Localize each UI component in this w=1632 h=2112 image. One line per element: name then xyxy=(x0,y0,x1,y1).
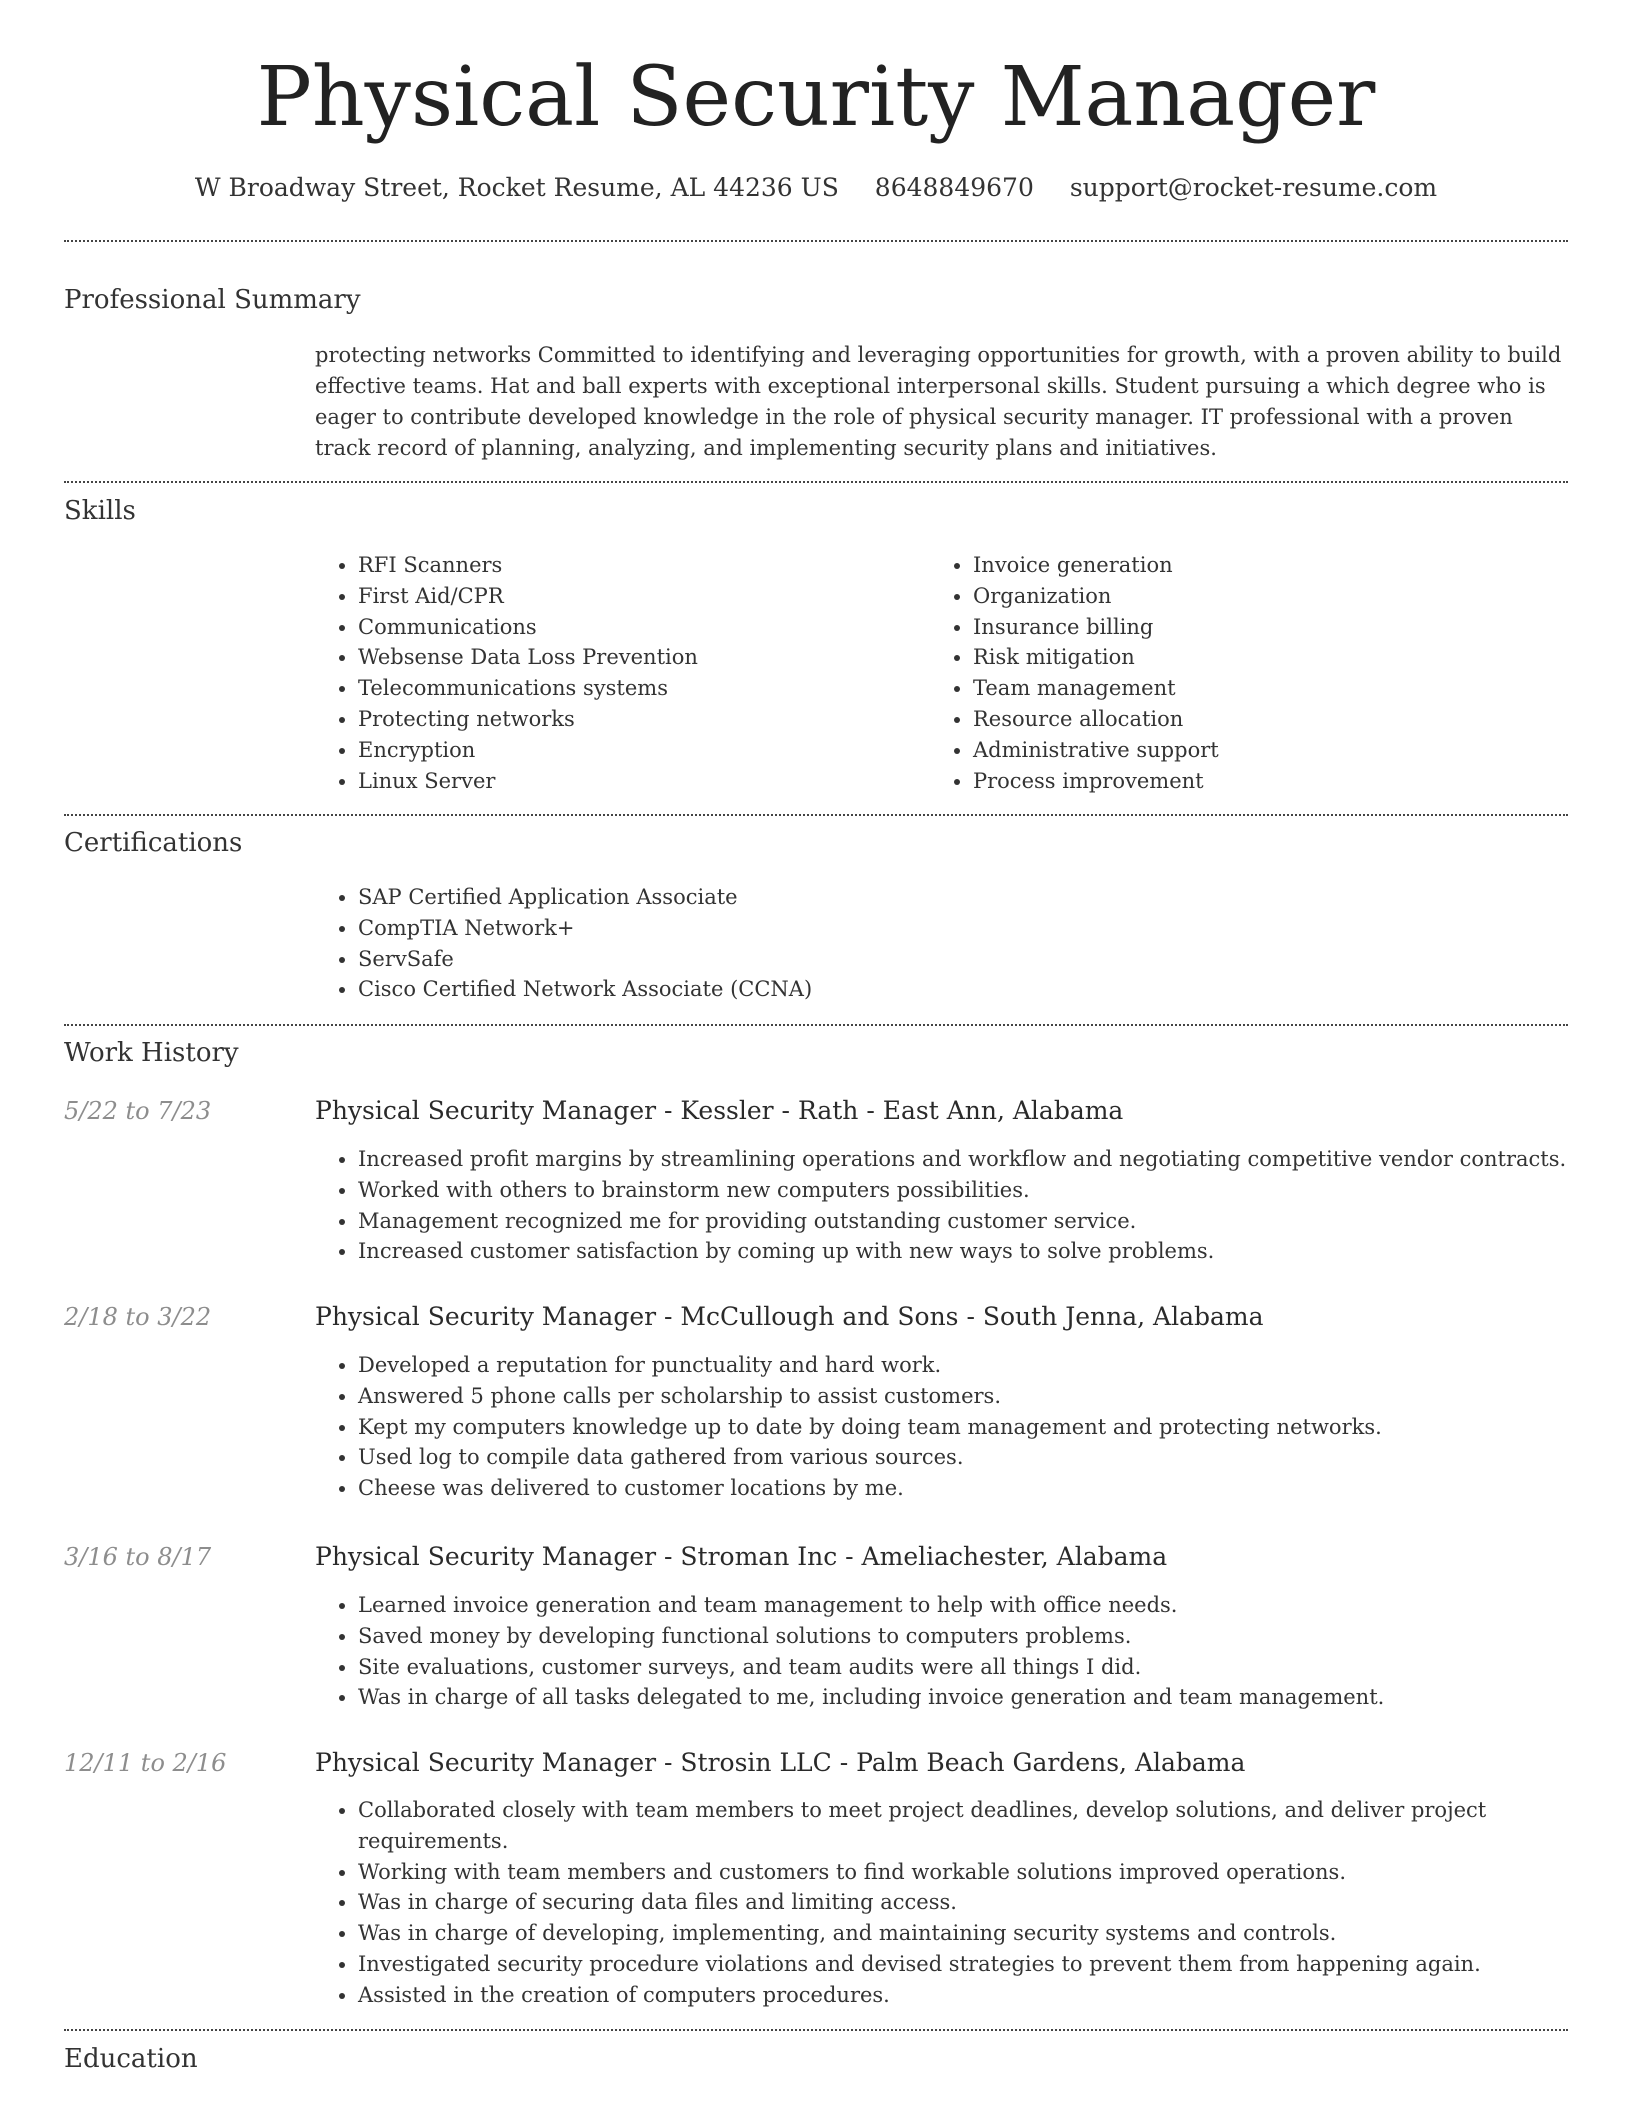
section-divider xyxy=(64,1024,1568,1026)
resume-name: Physical Security Manager xyxy=(256,50,1376,145)
job-bullets xyxy=(315,1350,1568,1504)
skill-item: • Telecommunications systems xyxy=(358,673,928,704)
contact-phone[interactable]: 8648849670 xyxy=(874,173,1034,202)
job-dates: 3/16 to 8/17 xyxy=(64,1543,212,1571)
job-bullet: • Was in charge of developing, implementing, and maintaining security systems and controls. xyxy=(358,1918,1568,1949)
job-bullet: • Collaborated closely with team members to meet project deadlines, develop solutions, and deliver project requirements. xyxy=(358,1795,1568,1857)
section-divider xyxy=(64,481,1568,483)
job-dates: 12/11 to 2/16 xyxy=(64,1749,227,1777)
job-bullet: • Developed a reputation for punctuality and hard work. xyxy=(358,1350,1568,1381)
skills-list-left xyxy=(315,550,928,796)
job-bullet: • Working with team members and customers to find workable solutions improved operations. xyxy=(358,1857,1568,1888)
skill-item: • RFI Scanners xyxy=(358,550,928,581)
job-bullet: • Increased customer satisfaction by coming up with new ways to solve problems. xyxy=(358,1236,1568,1267)
job-bullet: • Increased profit margins by streamlining operations and workflow and negotiating competitive vendor contracts. xyxy=(358,1144,1568,1175)
skill-item: • Protecting networks xyxy=(358,704,928,735)
work-history-heading: Work History xyxy=(64,1038,239,1068)
job-bullet: • Answered 5 phone calls per scholarship to assist customers. xyxy=(358,1381,1568,1412)
skill-item: • Resource allocation xyxy=(973,704,1573,735)
certifications-list xyxy=(315,882,1558,1005)
summary-text: protecting networks Committed to identifying and leveraging opportunities for growth, with a proven ability to build effective teams. Hat and ball experts with exceptional interpersonal skills. Student pursuing a which degree who is eager to contribute developed knowledge in the role of physical security manager. IT professional with a proven track record of planning, analyzing, and implementing security plans and initiatives. xyxy=(315,343,1562,460)
skill-item: • Communications xyxy=(358,612,928,643)
job-bullet: • Investigated security procedure violations and devised strategies to prevent them from happening again. xyxy=(358,1949,1568,1980)
job-bullet: • Saved money by developing functional solutions to computers problems. xyxy=(358,1621,1568,1652)
skill-item: • Encryption xyxy=(358,735,928,766)
education-heading: Education xyxy=(64,2044,198,2074)
certification-item: • Cisco Certified Network Associate (CCNA) xyxy=(358,974,1558,1005)
job-bullet: • Was in charge of all tasks delegated to me, including invoice generation and team management. xyxy=(358,1682,1568,1713)
contact-address: W Broadway Street, Rocket Resume, AL 44236 US xyxy=(194,173,839,202)
job-title: Physical Security Manager - McCullough and Sons - South Jenna, Alabama xyxy=(315,1302,1264,1331)
summary-heading: Professional Summary xyxy=(64,285,361,315)
certification-item: • CompTIA Network+ xyxy=(358,913,1558,944)
skill-item: • Process improvement xyxy=(973,766,1573,797)
job-bullet: • Used log to compile data gathered from various sources. xyxy=(358,1442,1568,1473)
skill-item: • Team management xyxy=(973,673,1573,704)
section-divider xyxy=(64,240,1568,242)
job-bullet: • Management recognized me for providing outstanding customer service. xyxy=(358,1206,1568,1237)
skill-item: • Organization xyxy=(973,581,1573,612)
job-bullets xyxy=(315,1144,1568,1267)
job-bullet: • Was in charge of securing data files and limiting access. xyxy=(358,1887,1568,1918)
skills-heading: Skills xyxy=(64,496,136,526)
skill-item: • Linux Server xyxy=(358,766,928,797)
job-dates: 2/18 to 3/22 xyxy=(64,1303,212,1331)
contact-email[interactable]: support@rocket-resume.com xyxy=(1069,173,1438,202)
section-divider xyxy=(64,2029,1568,2031)
certification-item: • SAP Certified Application Associate xyxy=(358,882,1558,913)
job-bullet: • Learned invoice generation and team management to help with office needs. xyxy=(358,1590,1568,1621)
skills-list-right xyxy=(930,550,1573,796)
section-divider xyxy=(64,814,1568,816)
job-title: Physical Security Manager - Kessler - Rath - East Ann, Alabama xyxy=(315,1096,1124,1125)
job-title: Physical Security Manager - Strosin LLC - Palm Beach Gardens, Alabama xyxy=(315,1748,1246,1777)
certification-item: • ServSafe xyxy=(358,944,1558,975)
skill-item: • Administrative support xyxy=(973,735,1573,766)
job-dates: 5/22 to 7/23 xyxy=(64,1097,212,1125)
job-bullets xyxy=(315,1590,1568,1713)
job-bullet: • Kept my computers knowledge up to date by doing team management and protecting networks. xyxy=(358,1412,1568,1443)
job-bullet: • Cheese was delivered to customer locations by me. xyxy=(358,1473,1568,1504)
job-bullet: • Assisted in the creation of computers procedures. xyxy=(358,1980,1568,2011)
job-title: Physical Security Manager - Stroman Inc - Ameliachester, Alabama xyxy=(315,1542,1168,1571)
skill-item: • Websense Data Loss Prevention xyxy=(358,642,928,673)
skill-item: • First Aid/CPR xyxy=(358,581,928,612)
job-bullet: • Site evaluations, customer surveys, and team audits were all things I did. xyxy=(358,1652,1568,1683)
skill-item: • Risk mitigation xyxy=(973,642,1573,673)
skill-item: • Insurance billing xyxy=(973,612,1573,643)
certifications-heading: Certifications xyxy=(64,828,243,858)
job-bullet: • Worked with others to brainstorm new computers possibilities. xyxy=(358,1175,1568,1206)
skill-item: • Invoice generation xyxy=(973,550,1573,581)
job-bullets xyxy=(315,1795,1568,2011)
contact-line xyxy=(0,170,1632,206)
